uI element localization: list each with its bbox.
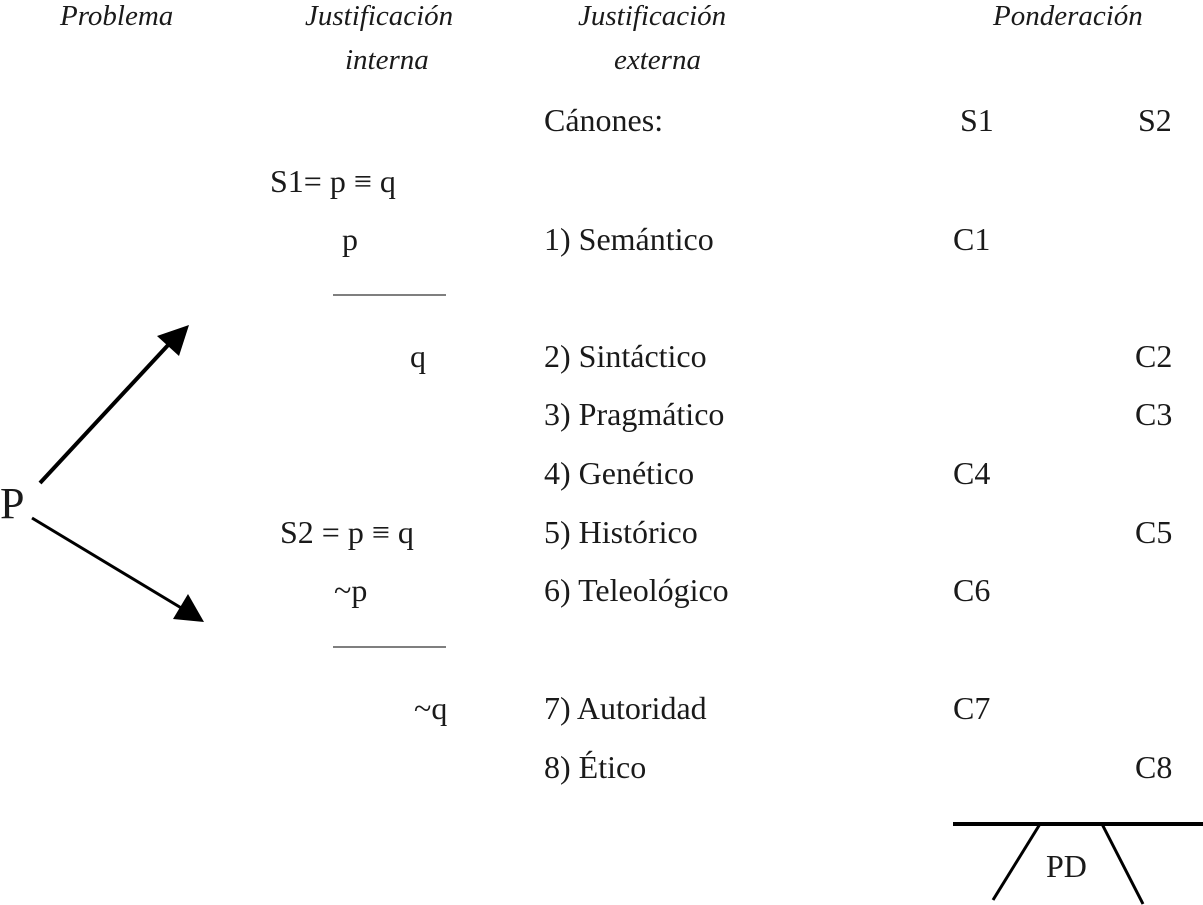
- canon-item: 6) Teleológico: [544, 572, 729, 608]
- s1-premise-minor: p: [342, 221, 358, 257]
- canon-item: 7) Autoridad: [544, 690, 707, 726]
- header-ponderacion: Ponderación: [993, 0, 1143, 32]
- canon-item: 4) Genético: [544, 455, 695, 491]
- problem-node: P: [0, 479, 25, 528]
- balance-label: PD: [1046, 848, 1087, 884]
- weight-s2-item: C3: [1135, 396, 1173, 432]
- weight-s1-item: C1: [953, 221, 991, 257]
- header-problema: Problema: [60, 0, 174, 32]
- header-justificacion-interna-line2: interna: [345, 44, 429, 76]
- canons-title: Cánones:: [544, 102, 664, 138]
- canon-item: 2) Sintáctico: [544, 338, 707, 374]
- s2-premise-major: S2 = p ≡ q: [280, 514, 414, 550]
- balance-left-leg: [993, 824, 1040, 900]
- weight-s2-item: C2: [1135, 338, 1173, 374]
- weight-s1-item: C6: [953, 572, 991, 608]
- weight-s2-item: C8: [1135, 749, 1173, 785]
- arrow-to-s1: [40, 343, 170, 483]
- weight-s2-item: C5: [1135, 514, 1173, 550]
- s2-conclusion: ~q: [414, 690, 448, 726]
- weight-s1-item: C7: [953, 690, 991, 726]
- canon-item: 8) Ético: [544, 749, 647, 785]
- s1-conclusion: q: [410, 338, 426, 374]
- header-justificacion-interna-line1: Justificación: [305, 0, 454, 32]
- balance-right-leg: [1102, 824, 1143, 904]
- canon-item: 5) Histórico: [544, 514, 698, 550]
- s2-premise-minor: ~p: [334, 572, 368, 608]
- canon-item: 3) Pragmático: [544, 396, 725, 432]
- s1-premise-major: S1= p ≡ q: [270, 163, 396, 199]
- header-justificacion-externa-line2: externa: [614, 44, 701, 76]
- arrow-to-s2-head: [173, 594, 204, 622]
- weight-s1-item: C4: [953, 455, 991, 491]
- arrow-to-s2: [32, 518, 183, 609]
- canon-item: 1) Semántico: [544, 221, 714, 257]
- header-justificacion-externa-line1: Justificación: [578, 0, 727, 32]
- weight-col-s1: S1: [960, 102, 994, 138]
- weight-col-s2: S2: [1138, 102, 1172, 138]
